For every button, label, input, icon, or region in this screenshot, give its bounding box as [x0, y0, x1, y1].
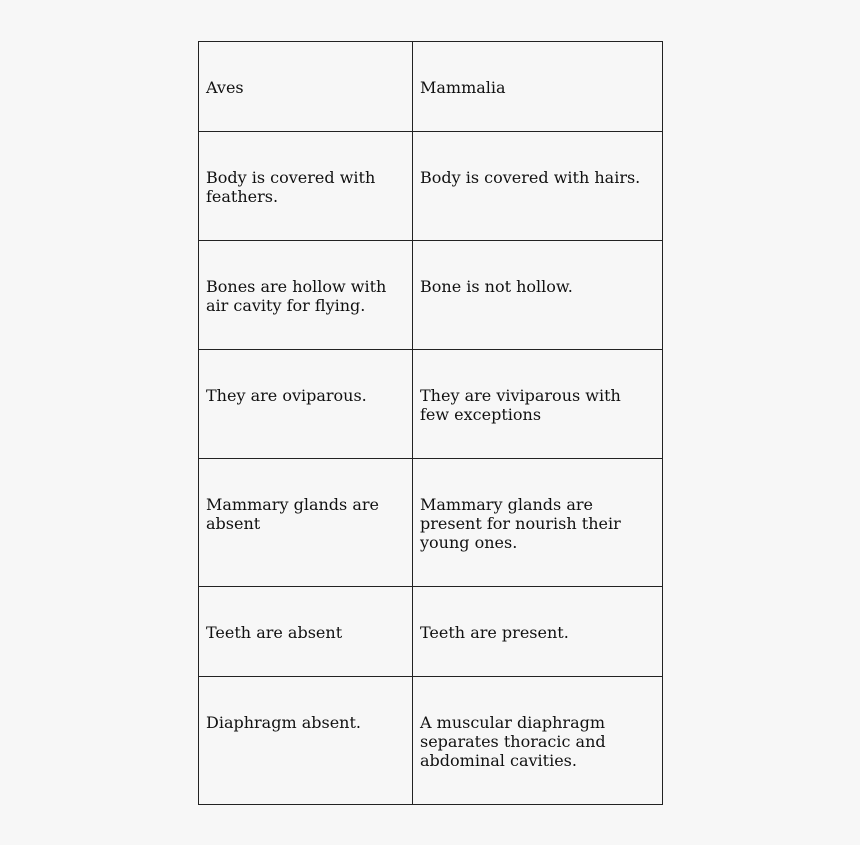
table-row: [199, 587, 663, 677]
table-cell: Diaphragm absent.: [199, 677, 413, 805]
table-cell: They are oviparous.: [199, 350, 413, 459]
table-cell: Bones are hollow with air cavity for flying.: [199, 241, 413, 350]
table-cell: They are viviparous with few exceptions: [413, 350, 663, 459]
table-cell: Teeth are absent: [199, 587, 413, 677]
table-row: [199, 132, 663, 241]
comparison-table: [198, 41, 663, 805]
table-cell: Mammalia: [413, 42, 663, 132]
table-row: [199, 241, 663, 350]
table-row: [199, 350, 663, 459]
table-row: [199, 677, 663, 805]
table-cell: Body is covered with feathers.: [199, 132, 413, 241]
table-cell: Mammary glands are absent: [199, 459, 413, 587]
table-row-header: [199, 42, 663, 132]
table-cell: Mammary glands are present for nourish their young ones.: [413, 459, 663, 587]
table-cell: A muscular diaphragm separates thoracic and abdominal cavities.: [413, 677, 663, 805]
table-cell: Teeth are present.: [413, 587, 663, 677]
table-row: [199, 459, 663, 587]
table-cell: Aves: [199, 42, 413, 132]
table-cell: Body is covered with hairs.: [413, 132, 663, 241]
table-cell: Bone is not hollow.: [413, 241, 663, 350]
